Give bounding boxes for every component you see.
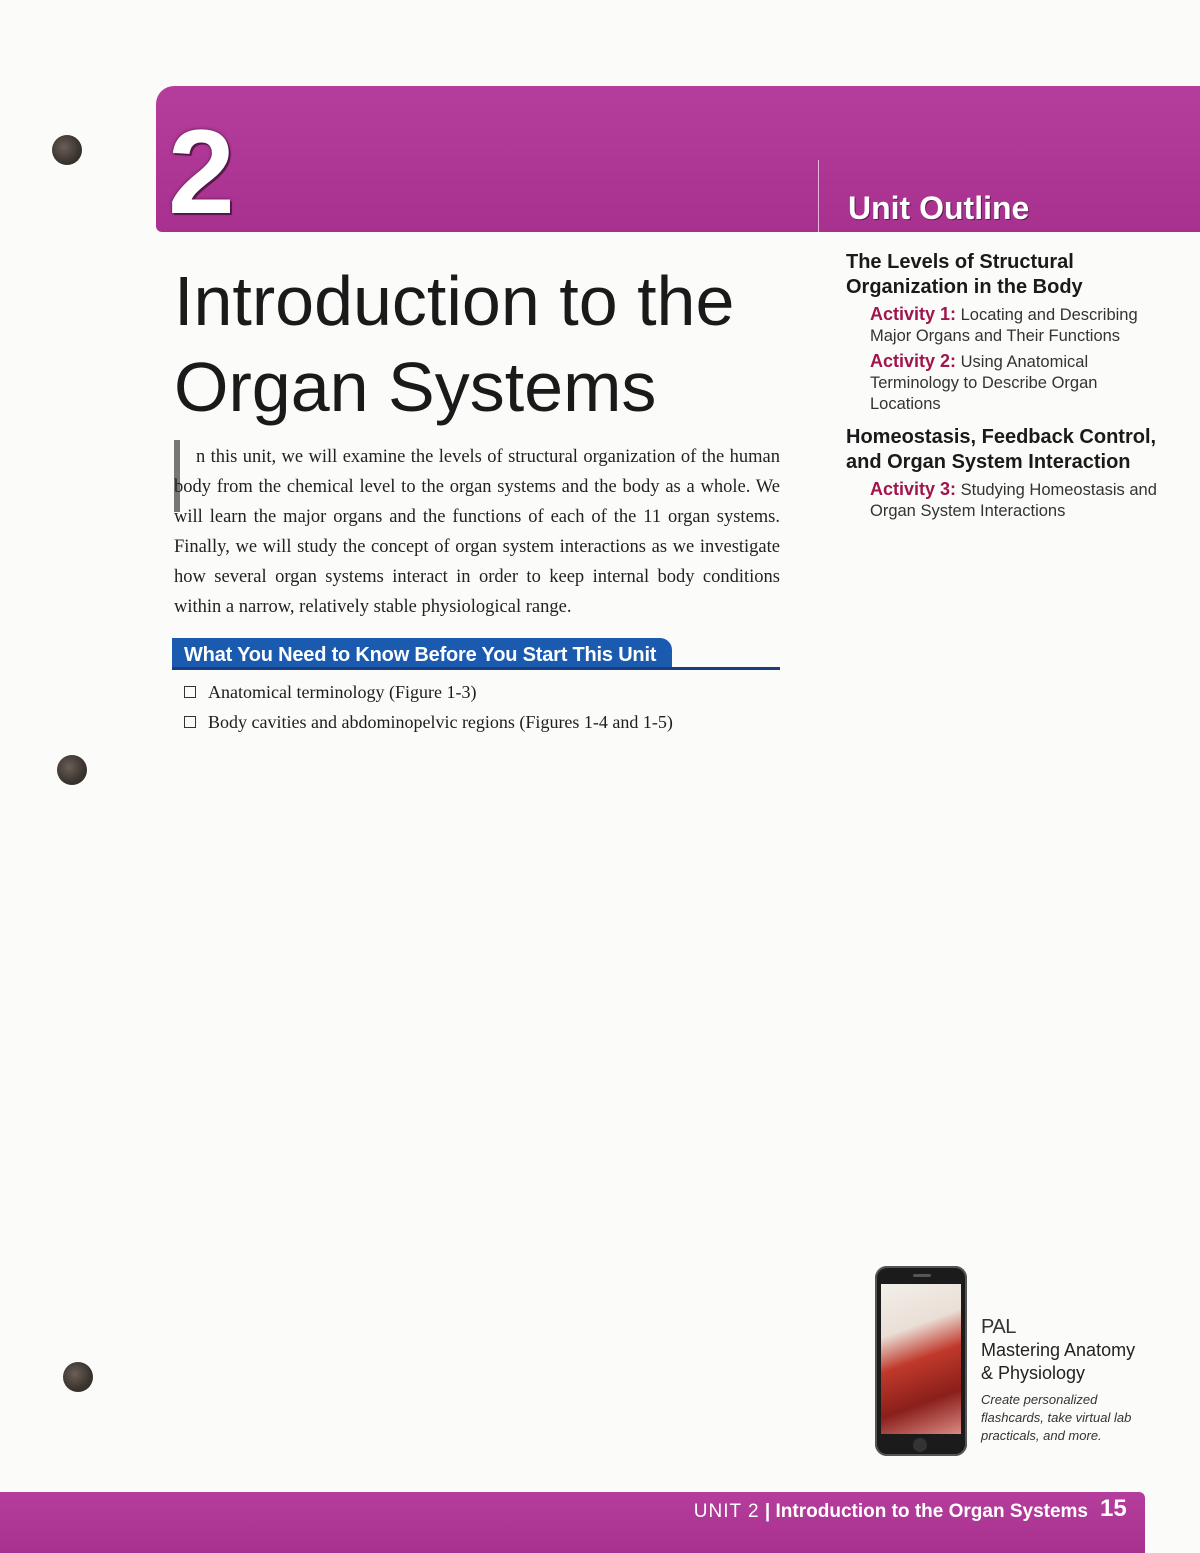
title-line-1: Introduction to the xyxy=(174,262,735,340)
title-line-2: Organ Systems xyxy=(174,348,657,426)
binder-hole xyxy=(63,1362,93,1392)
unit-banner xyxy=(156,86,1200,239)
banner-divider xyxy=(818,160,819,232)
pal-ad xyxy=(981,1316,1141,1445)
phone-speaker xyxy=(913,1274,931,1277)
phone-illustration xyxy=(875,1266,967,1456)
outline-activity xyxy=(846,351,1166,415)
outline-section-heading: Homeostasis, Feedback Control, and Organ System Interaction xyxy=(846,426,1157,473)
pal-description: Create personalized flashcards, take virtual lab practicals, and more. xyxy=(981,1392,1132,1443)
outline-activity xyxy=(846,304,1166,347)
anatomy-head-image xyxy=(881,1284,961,1434)
footer-running-head xyxy=(694,1500,1088,1524)
activity-text: Using Anatomical Terminology to Describe Organ Locations xyxy=(870,353,1098,413)
outline-section-heading: The Levels of Structural Organization in the Body xyxy=(846,251,1083,298)
activity-label: Activity 1: xyxy=(870,304,957,324)
outline-activity xyxy=(846,479,1166,522)
intro-text: n this unit, we will examine the levels of structural organization of the human body from the chemical level to the organ systems and the body as a whole. We will learn the major organs and the functions of each of the 11 organ systems. Finally, we will study the concept of organ system interactions as we investigate how several organ systems interact in order to keep internal body conditions within a narrow, relatively stable physiological range. xyxy=(174,447,780,617)
requirement-text: Anatomical terminology (Figure 1-3) xyxy=(208,682,477,702)
requirements-heading: What You Need to Know Before You Start This Unit xyxy=(172,638,672,670)
requirements-rule xyxy=(172,667,780,670)
footer-title: Introduction to the Organ Systems xyxy=(775,1501,1088,1522)
binder-hole xyxy=(52,135,82,165)
checkbox-icon xyxy=(184,716,196,728)
requirements-list xyxy=(184,678,673,738)
activity-label: Activity 3: xyxy=(870,479,957,499)
phone-home-button xyxy=(913,1438,927,1452)
requirement-item xyxy=(184,678,673,708)
activity-text: Locating and Describing Major Organs and Their Functions xyxy=(870,306,1138,345)
requirement-item xyxy=(184,708,673,738)
checkbox-icon xyxy=(184,686,196,698)
requirement-text: Body cavities and abdominopelvic regions (Figures 1-4 and 1-5) xyxy=(208,712,673,732)
pal-product-name xyxy=(981,1339,1141,1385)
activity-text: Studying Homeostasis and Organ System Interactions xyxy=(870,481,1157,520)
activity-label: Activity 2: xyxy=(870,351,957,371)
unit-outline xyxy=(846,250,1166,522)
unit-number: 2 xyxy=(168,105,235,239)
footer-separator: | xyxy=(764,1501,771,1522)
intro-paragraph xyxy=(174,432,780,622)
pal-logo: PAL xyxy=(981,1316,1016,1338)
binder-hole xyxy=(57,755,87,785)
unit-outline-title: Unit Outline xyxy=(848,190,1030,226)
page-number: 15 xyxy=(1100,1495,1127,1522)
pal-name-line-1: Mastering Anatomy xyxy=(981,1340,1136,1360)
page-title xyxy=(174,258,734,430)
footer-unit: UNIT 2 xyxy=(693,1501,760,1522)
pal-name-line-2: & Physiology xyxy=(981,1363,1086,1383)
